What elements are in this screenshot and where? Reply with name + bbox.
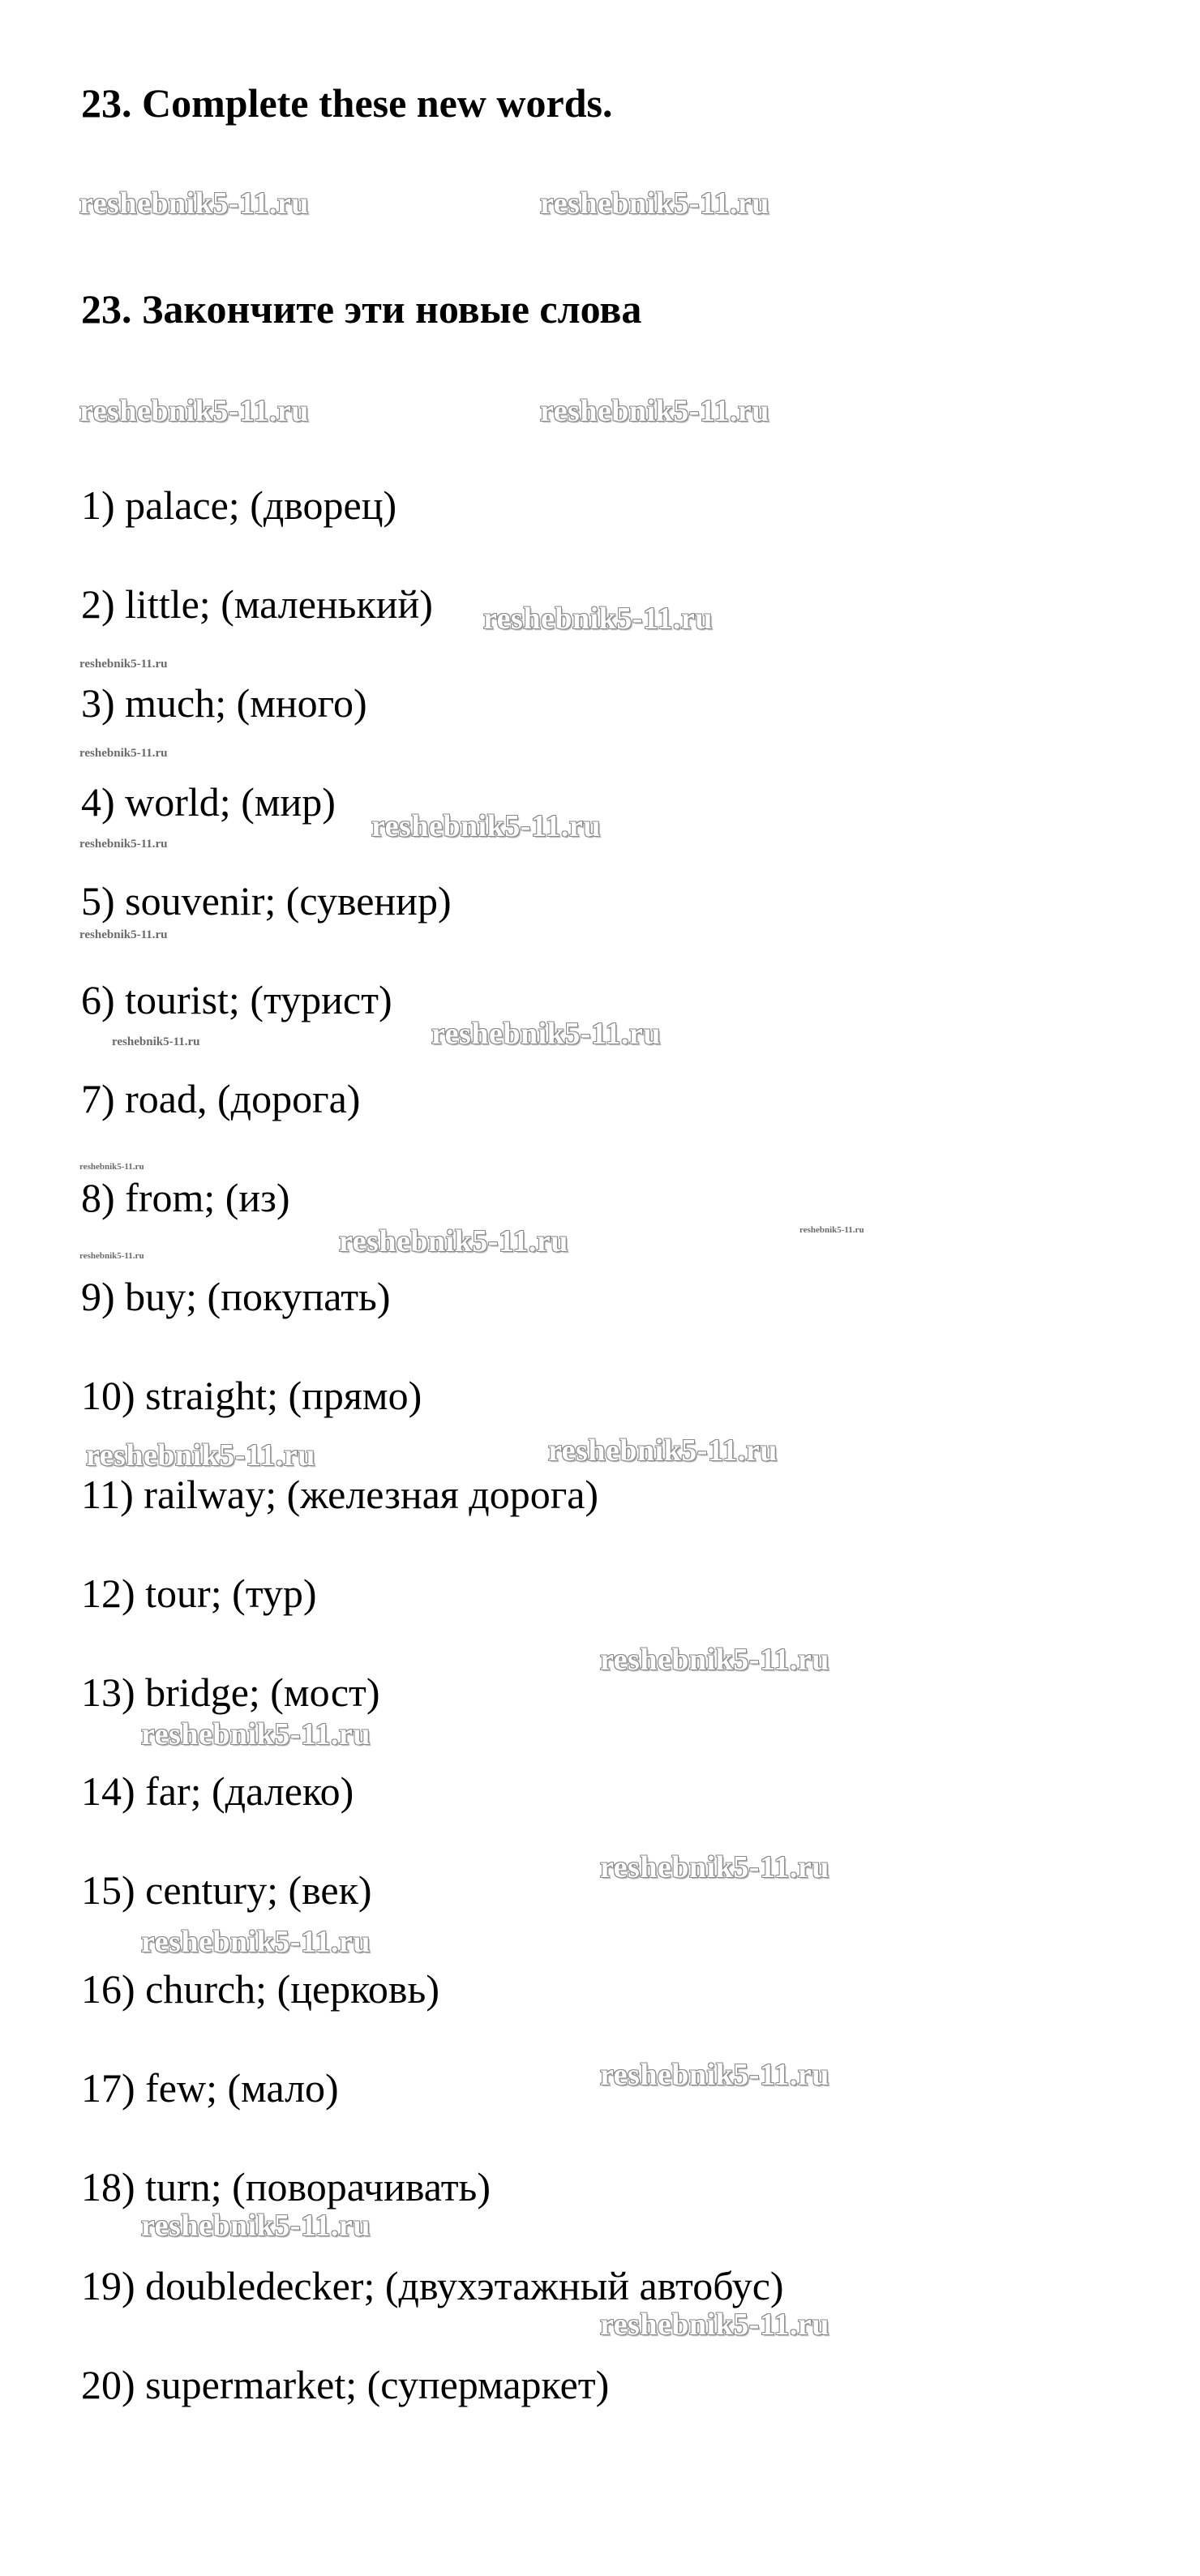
watermark: reshebnik5-11.ru <box>79 186 309 221</box>
watermark: reshebnik5-11.ru <box>431 1017 661 1051</box>
watermark: reshebnik5-11.ru <box>141 1925 371 1959</box>
watermark: reshebnik5-11.ru <box>79 928 168 941</box>
watermark: reshebnik5-11.ru <box>79 747 168 760</box>
list-item: 2) little; (маленький) <box>81 581 433 627</box>
watermark: reshebnik5-11.ru <box>79 394 309 428</box>
watermark: reshebnik5-11.ru <box>483 602 713 636</box>
watermark: reshebnik5-11.ru <box>600 1850 829 1884</box>
list-item: 18) turn; (поворачивать) <box>81 2164 491 2210</box>
watermark: reshebnik5-11.ru <box>79 1162 144 1172</box>
list-item: 19) doubledecker; (двухэтажный автобус) <box>81 2263 784 2308</box>
list-item: 16) church; (церковь) <box>81 1966 439 2012</box>
watermark: reshebnik5-11.ru <box>141 2209 371 2243</box>
watermark: reshebnik5-11.ru <box>540 186 769 221</box>
list-item: 10) straight; (прямо) <box>81 1373 422 1418</box>
watermark: reshebnik5-11.ru <box>540 394 769 428</box>
heading-english: 23. Complete these new words. <box>81 80 613 126</box>
list-item: 13) bridge; (мост) <box>81 1669 380 1715</box>
watermark: reshebnik5-11.ru <box>548 1434 778 1468</box>
list-item: 4) world; (мир) <box>81 779 336 825</box>
list-item: 20) supermarket; (супермаркет) <box>81 2362 610 2407</box>
watermark: reshebnik5-11.ru <box>79 1251 144 1261</box>
watermark: reshebnik5-11.ru <box>79 658 168 671</box>
list-item: 12) tour; (тур) <box>81 1571 317 1616</box>
list-item: 1) palace; (дворец) <box>81 482 397 528</box>
watermark: reshebnik5-11.ru <box>600 2058 829 2092</box>
list-item: 11) railway; (железная дорога) <box>81 1472 599 1517</box>
watermark: reshebnik5-11.ru <box>112 1035 200 1048</box>
list-item: 17) few; (мало) <box>81 2065 339 2111</box>
list-item: 15) century; (век) <box>81 1867 372 1913</box>
heading-russian: 23. Закончите эти новые слова <box>81 286 642 332</box>
list-item: 5) souvenir; (сувенир) <box>81 878 452 924</box>
list-item: 8) from; (из) <box>81 1175 290 1220</box>
watermark: reshebnik5-11.ru <box>600 1643 829 1677</box>
list-item: 7) road, (дорога) <box>81 1076 361 1121</box>
list-item: 14) far; (далеко) <box>81 1768 354 1814</box>
list-item: 9) buy; (покупать) <box>81 1274 391 1319</box>
watermark: reshebnik5-11.ru <box>86 1438 315 1472</box>
list-item: 6) tourist; (турист) <box>81 977 392 1022</box>
watermark: reshebnik5-11.ru <box>339 1224 568 1258</box>
watermark: reshebnik5-11.ru <box>141 1717 371 1751</box>
watermark: reshebnik5-11.ru <box>79 838 168 851</box>
watermark: reshebnik5-11.ru <box>600 2308 829 2342</box>
list-item: 3) much; (много) <box>81 680 367 726</box>
watermark: reshebnik5-11.ru <box>799 1225 864 1235</box>
watermark: reshebnik5-11.ru <box>371 809 601 843</box>
